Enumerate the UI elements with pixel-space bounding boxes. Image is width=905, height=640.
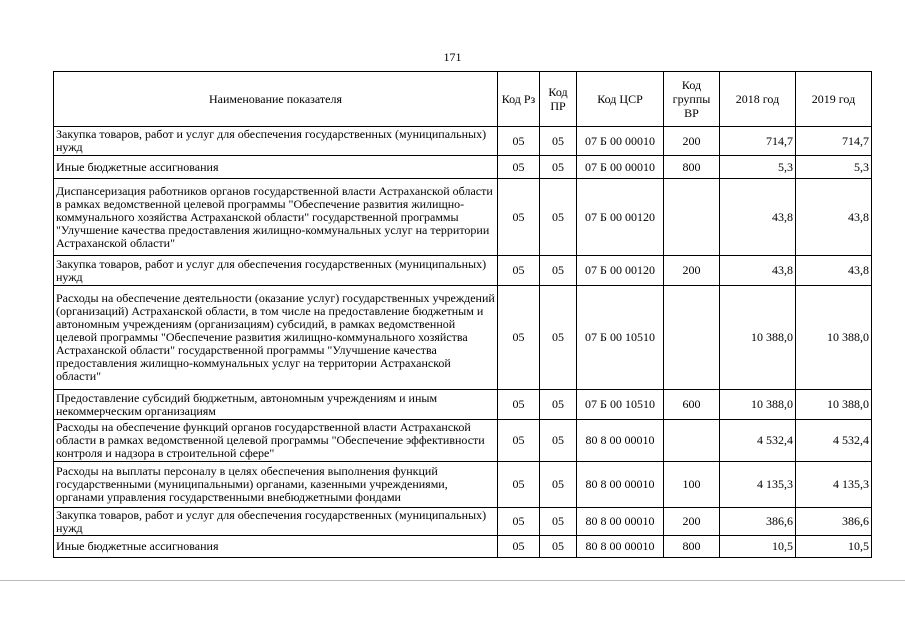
cell-csr: 07 Б 00 10510: [577, 286, 664, 390]
cell-vr: 800: [664, 156, 720, 179]
cell-rz: 05: [498, 536, 540, 558]
header-rz: Код Рз: [498, 72, 540, 127]
budget-table: [53, 71, 872, 558]
cell-2019: 10 388,0: [796, 286, 872, 390]
cell-pr: 05: [540, 462, 577, 508]
cell-2019: 714,7: [796, 127, 872, 156]
table-row: [54, 156, 872, 179]
cell-vr: 200: [664, 508, 720, 536]
cell-2019: 43,8: [796, 256, 872, 286]
cell-csr: 80 8 00 00010: [577, 508, 664, 536]
cell-rz: 05: [498, 127, 540, 156]
cell-csr: 07 Б 00 00010: [577, 156, 664, 179]
cell-2018: 43,8: [720, 179, 796, 256]
cell-csr: 07 Б 00 00010: [577, 127, 664, 156]
cell-name: Расходы на обеспечение деятельности (оказание услуг) государственных учреждений (организаций) Астраханской области, в том числе на предоставление бюджетным и автономным учреждениям (организациям) субсидий, в рамках ведомственной целевой программы "Обеспечение развития жилищно-коммунального хозяйства Астраханской области" государственной программы "Улучшение качества предоставления жилищно-коммунальных услуг на территории Астраханской области": [54, 286, 498, 390]
cell-name: Предоставление субсидий бюджетным, автономным учреждениям и иным некоммерческим организациям: [54, 390, 498, 420]
cell-rz: 05: [498, 179, 540, 256]
cell-2018: 4 135,3: [720, 462, 796, 508]
cell-2018: 10 388,0: [720, 390, 796, 420]
cell-2019: 386,6: [796, 508, 872, 536]
table-row: [54, 420, 872, 462]
cell-pr: 05: [540, 127, 577, 156]
cell-pr: 05: [540, 390, 577, 420]
cell-name: Расходы на выплаты персоналу в целях обеспечения выполнения функций государственными (муниципальными) органами, казенными учреждениями, органами управления государственными внебюджетными фондами: [54, 462, 498, 508]
table-row: [54, 508, 872, 536]
cell-csr: 07 Б 00 00120: [577, 256, 664, 286]
cell-2018: 386,6: [720, 508, 796, 536]
header-2019: 2019 год: [796, 72, 872, 127]
cell-rz: 05: [498, 286, 540, 390]
cell-rz: 05: [498, 256, 540, 286]
header-pr: Код ПР: [540, 72, 577, 127]
header-name: Наименование показателя: [54, 72, 498, 127]
table-row: [54, 286, 872, 390]
cell-pr: 05: [540, 508, 577, 536]
cell-vr: 100: [664, 462, 720, 508]
header-2018: 2018 год: [720, 72, 796, 127]
cell-pr: 05: [540, 179, 577, 256]
cell-2019: 10 388,0: [796, 390, 872, 420]
cell-name: Закупка товаров, работ и услуг для обеспечения государственных (муниципальных) нужд: [54, 256, 498, 286]
cell-csr: 80 8 00 00010: [577, 536, 664, 558]
cell-pr: 05: [540, 420, 577, 462]
cell-vr: [664, 179, 720, 256]
cell-vr: 600: [664, 390, 720, 420]
cell-pr: 05: [540, 286, 577, 390]
cell-name: Закупка товаров, работ и услуг для обеспечения государственных (муниципальных) нужд: [54, 508, 498, 536]
cell-pr: 05: [540, 156, 577, 179]
cell-2019: 43,8: [796, 179, 872, 256]
cell-vr: [664, 286, 720, 390]
cell-name: Иные бюджетные ассигнования: [54, 156, 498, 179]
cell-vr: 200: [664, 256, 720, 286]
cell-2019: 4 532,4: [796, 420, 872, 462]
cell-2018: 10,5: [720, 536, 796, 558]
cell-2019: 4 135,3: [796, 462, 872, 508]
cell-2019: 10,5: [796, 536, 872, 558]
cell-rz: 05: [498, 156, 540, 179]
table-row: [54, 179, 872, 256]
cell-vr: [664, 420, 720, 462]
cell-rz: 05: [498, 462, 540, 508]
cell-pr: 05: [540, 256, 577, 286]
cell-name: Закупка товаров, работ и услуг для обеспечения государственных (муниципальных) нужд: [54, 127, 498, 156]
scan-divider-line: [0, 580, 905, 581]
cell-rz: 05: [498, 508, 540, 536]
cell-vr: 200: [664, 127, 720, 156]
table-header-row: [54, 72, 872, 127]
cell-csr: 80 8 00 00010: [577, 462, 664, 508]
cell-name: Диспансеризация работников органов государственной власти Астраханской области в рамках ведомственной целевой программы "Обеспечение развития жилищно-коммунального хозяйства Астраханской области" государственной программы "Улучшение качества предоставления жилищно-коммунальных услуг на территории Астраханской области": [54, 179, 498, 256]
header-vr: Код группы ВР: [664, 72, 720, 127]
cell-rz: 05: [498, 420, 540, 462]
page-number: 171: [443, 50, 462, 64]
cell-rz: 05: [498, 390, 540, 420]
cell-name: Иные бюджетные ассигнования: [54, 536, 498, 558]
table-row: [54, 390, 872, 420]
cell-csr: 07 Б 00 10510: [577, 390, 664, 420]
cell-csr: 80 8 00 00010: [577, 420, 664, 462]
cell-csr: 07 Б 00 00120: [577, 179, 664, 256]
cell-2019: 5,3: [796, 156, 872, 179]
table-row: [54, 127, 872, 156]
cell-pr: 05: [540, 536, 577, 558]
cell-2018: 4 532,4: [720, 420, 796, 462]
cell-2018: 714,7: [720, 127, 796, 156]
cell-vr: 800: [664, 536, 720, 558]
cell-2018: 10 388,0: [720, 286, 796, 390]
table-row: [54, 462, 872, 508]
cell-2018: 5,3: [720, 156, 796, 179]
cell-2018: 43,8: [720, 256, 796, 286]
table-row: [54, 256, 872, 286]
header-csr: Код ЦСР: [577, 72, 664, 127]
table-row: [54, 536, 872, 558]
cell-name: Расходы на обеспечение функций органов государственной власти Астраханской области в рамках ведомственной целевой программы "Обеспечение эффективности контроля и надзора в строительной сфере": [54, 420, 498, 462]
